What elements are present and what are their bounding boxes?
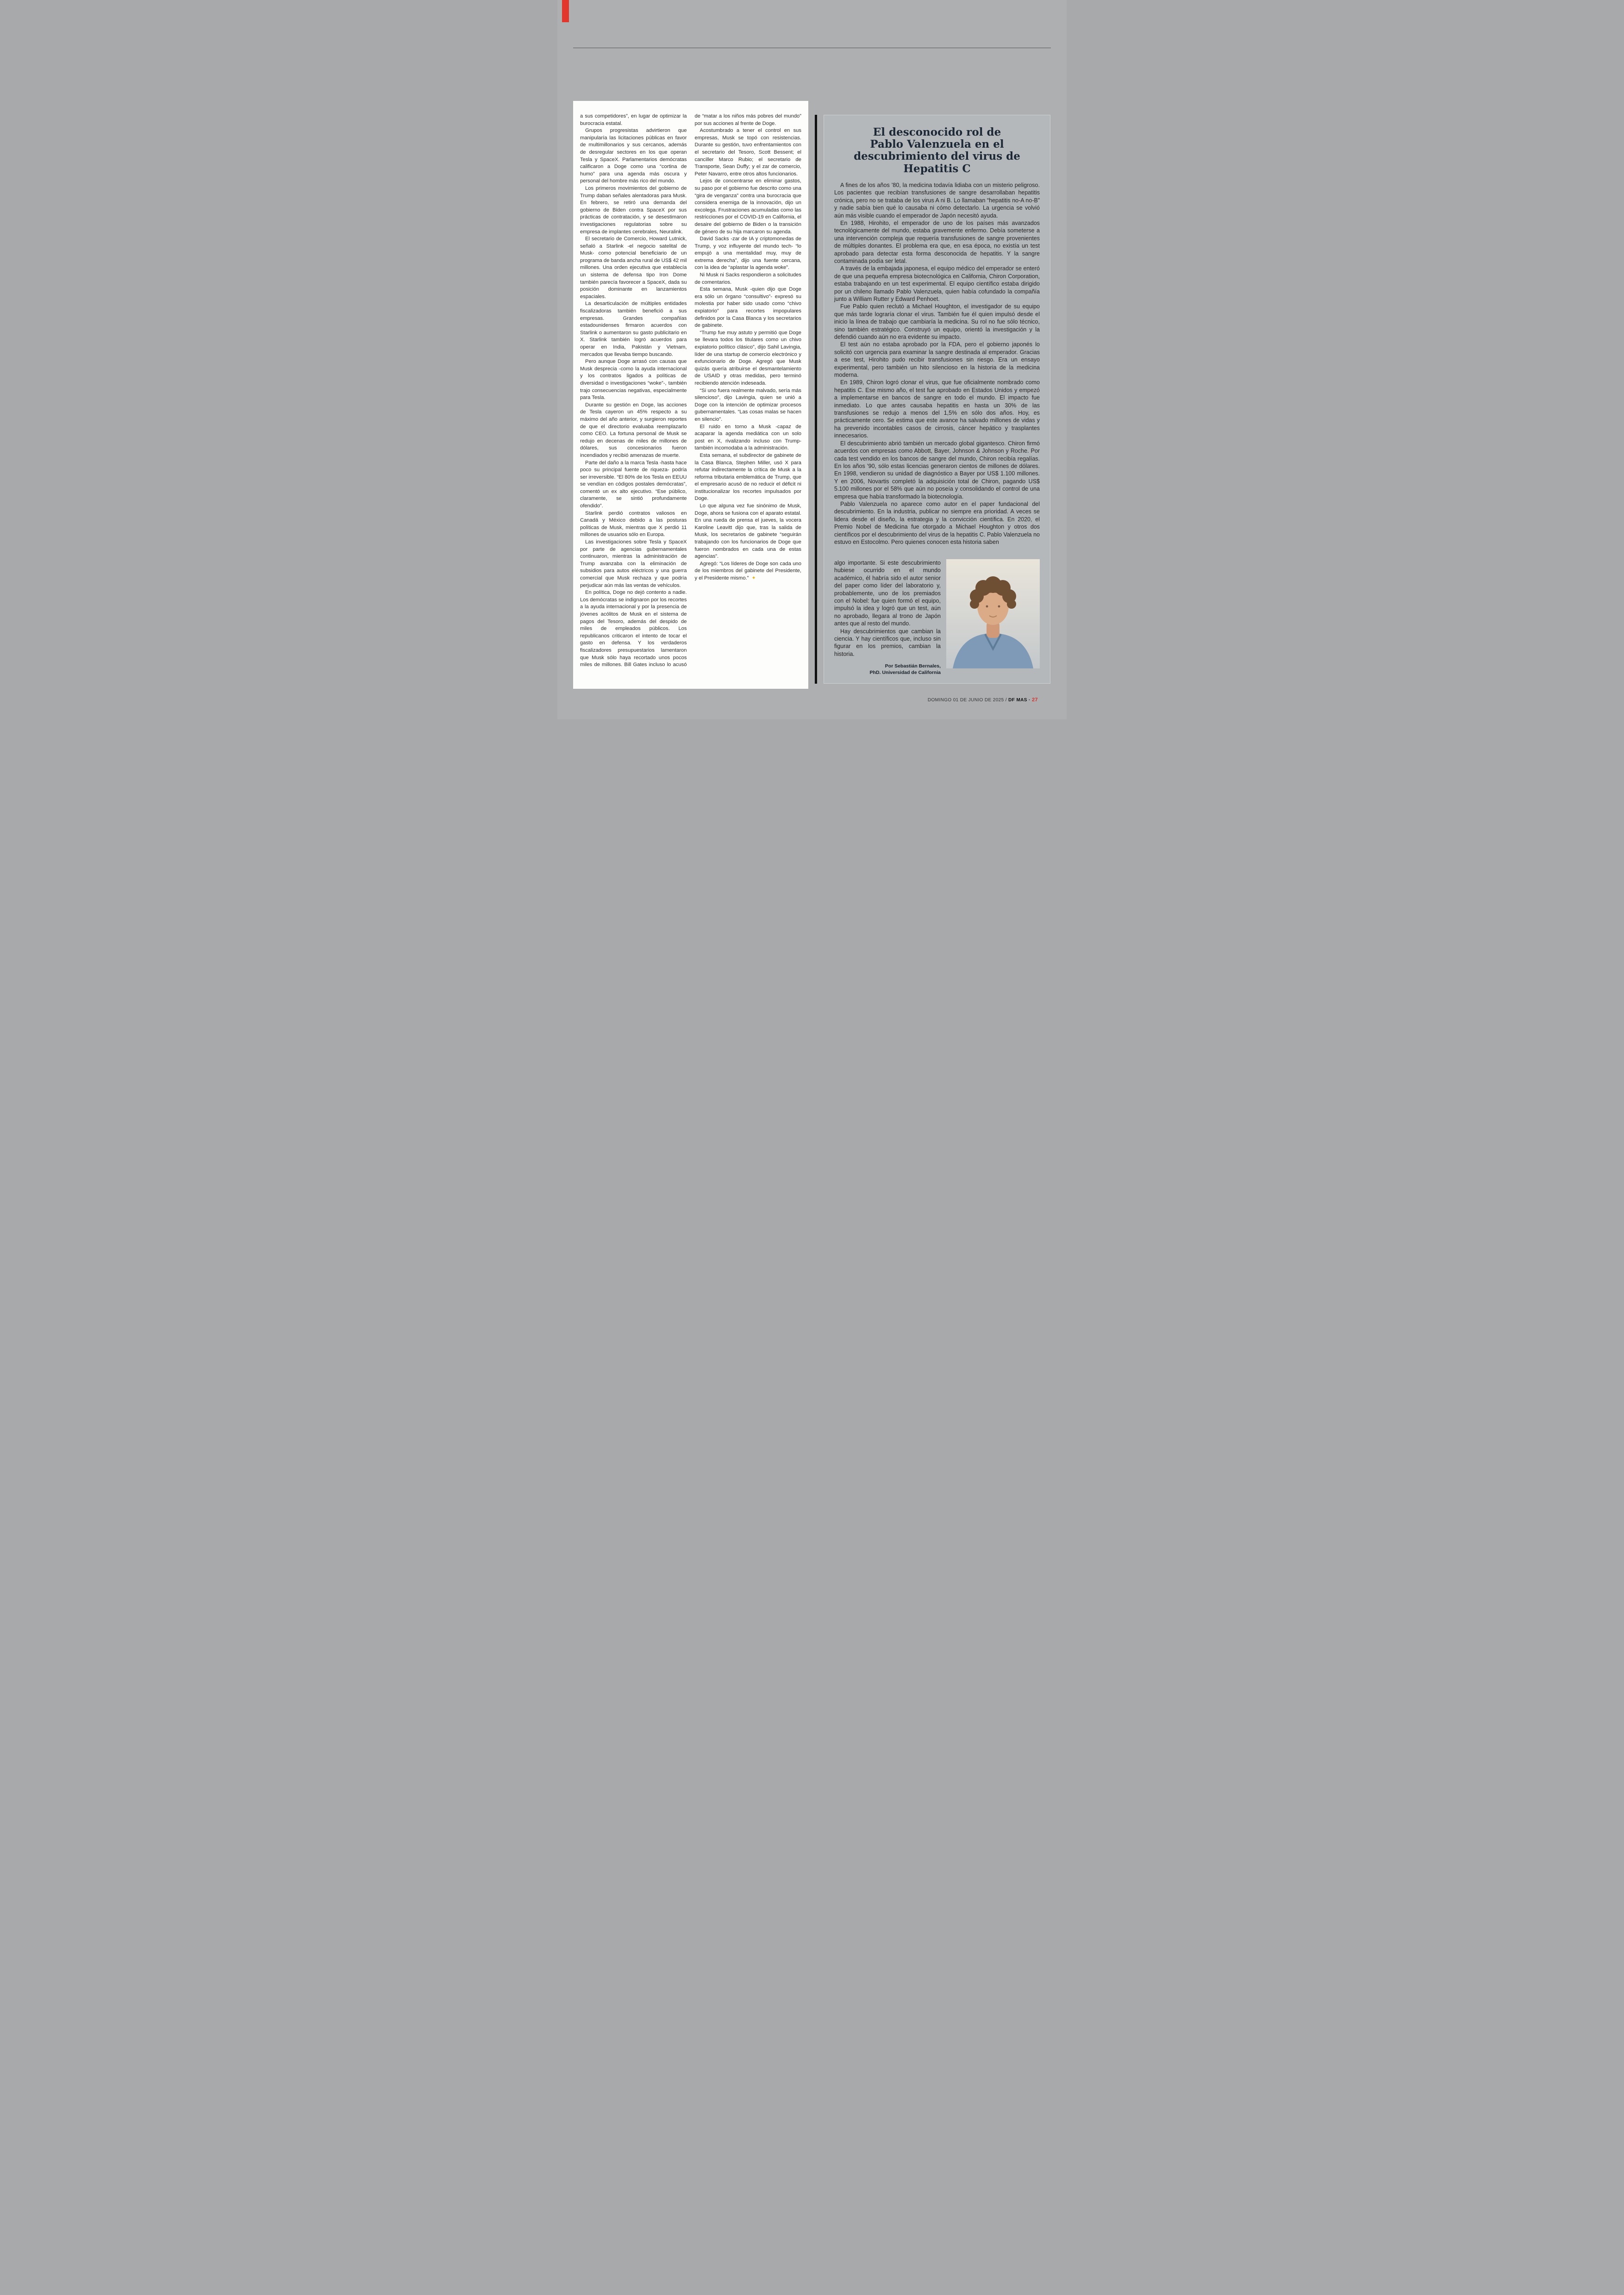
paragraph: Lejos de concentrarse en eliminar gastos, su paso por el gobierno fue descrito como una “gira de venganza” contra una burocracia que considera enemiga de la innovación, dijo un excolega. Frustraciones acumuladas como las restricciones por el COVID-19 en California, el desaire del gobierno de Biden o la transición de género de su hija marcaron su agenda.: [694, 178, 801, 235]
magazine-page: [557, 0, 1067, 719]
paragraph: Esta semana, Musk -quien dijo que Doge era sólo un órgano “consultivo”- expresó su molestia por haber sido usado como “chivo expiatorio” para recortes impopulares definidos por la Casa Blanca y los secretarios de gabinete.: [694, 287, 801, 329]
paragraph: Fue Pablo quien reclutó a Michael Houghton, el investigador de su equipo que más tarde lograría clonar el virus. También fue él quien impulsó desde el inicio la línea de trabajo que cambiaría la medicina. Su rol no fue sólo técnico, sino también estratégico. Construyó un equipo, orientó la investigación y la defendió cuando aún no era evidente su impacto.: [834, 303, 1040, 340]
paragraph: El ruido en torno a Musk -capaz de acaparar la agenda mediática con un solo post en X, rivalizando incluso con Trump- también incomodaba a la administración.: [694, 424, 801, 451]
paragraph: Grupos progresistas advirtieron que manipularía las licitaciones públicas en favor de multimillonarios y sus cercanos, además de desregular sectores en los que operan Tesla y SpaceX. Parlamentarios demócratas calificaron a Doge como una “cortina de humo” para una agenda más oscura y personal del hombre más rico del mundo.: [580, 128, 687, 184]
paragraph: Las investigaciones sobre Tesla y SpaceX por parte de agencias gubernamentales continuaron, mientras la administración de Trump avanzaba con la eliminación de subsidios para autos eléctricos y una guerra comercial que Musk rechaza y que podría perjudicar aún más las ventas de vehículos.: [580, 539, 687, 588]
paragraph: descubrimiento del virus de: [854, 150, 1020, 163]
article-bottom-row: [834, 559, 1040, 676]
paragraph: Esta semana, el subdirector de gabinete de la Casa Blanca, Stephen Miller, usó X para refutar indirectamente la crítica de Musk a la reforma tributaria emblemática de Trump, que el empresario acusó de no reducir el déficit ni institucionalizar los recortes impulsados por Doge.: [694, 452, 801, 502]
paragraph: “Si uno fuera realmente malvado, sería más silencioso”, dijo Lavingia, quien se unió a Doge con la intención de optimizar procesos gubernamentales. “Las cosas malas se hacen en silencio”.: [694, 387, 801, 422]
paragraph: a sus competidores”, en lugar de optimizar la burocracia estatal.: [580, 113, 687, 126]
byline: [834, 659, 941, 676]
paragraph: Hepatitis C: [903, 162, 971, 175]
paragraph: En 1988, Hirohito, el emperador de uno de los países más avanzados tecnológicamente del mundo, estaba gravemente enfermo. Debía someterse a una intervención compleja que requería transfusiones de sangre provenientes de múltiples donantes. El problema era que, en esa época, no existía un test aprobado para detectar esta forma desconocida de hepatitis. Y la sangre contaminada podía ser letal.: [834, 219, 1040, 264]
paragraph: En 1989, Chiron logró clonar el virus, que fue oficialmente nombrado como hepatitis C. Ese mismo año, el test fue aprobado en Estados Unidos y empezó a implementarse en bancos de sangre en todo el mundo. El impacto fue inmediato. Lo que antes causaba hepatitis en hasta un 30% de las transfusiones se redujo a menos del 1,5% en sólo dos años. Hoy, es prácticamente cero. Se estima que este avance ha salvado millones de vidas y ha prevenido incontables casos de cirrosis, cáncer hepático y trasplantes innecesarios.: [834, 379, 1040, 439]
byline-author: Por Sebastián Bernales,: [885, 663, 941, 669]
portrait-photo: [946, 559, 1040, 668]
portrait-illustration: [946, 559, 1040, 668]
footer-brand: DF MAS ·: [1006, 698, 1032, 703]
paragraph: algo importante. Si este descubrimiento hubiese ocurrido en el mundo académico, él habría sido el autor senior del paper como líder del laboratorio y, probablemente, uno de los premiados con el Nobel: fue quien formó el equipo, impulsó la idea y logró que un test, aún no aprobado, llegara al trono de Japón antes que al resto del mundo.: [834, 560, 941, 627]
article-end-star-icon: ✦: [751, 575, 756, 581]
paragraph: Pablo Valenzuela no aparece como autor en el paper fundacional del descubrimiento. En la industria, publicar no siempre era prioridad. A veces se lidera desde el diseño, la estrategia y la convicción científica. En 2020, el Premio Nobel de Medicina fue otorgado a Michael Houghton y otros dos científicos por el descubrimiento del virus de la hepatitis C. Pablo Valenzuela no estuvo en Estocolmo. Pero quienes conocen esta historia saben: [834, 500, 1040, 545]
footer-date: DOMINGO 01 DE JUNIO DE 2025 /: [927, 698, 1007, 703]
paragraph: Parte del daño a la marca Tesla -hasta hace poco su principal fuente de riqueza- podría ser irreversible. “El 80% de los Tesla en EEUU se vendían en códigos postales demócratas”, comentó un ex alto ejecutivo. “Ese público, claramente, se sintió profundamente ofendido”.: [580, 460, 687, 509]
page-footer: [928, 697, 1038, 703]
paragraph: Acostumbrado a tener el control en sus empresas, Musk se topó con resistencias. Durante su gestión, tuvo enfrentamientos con el secretario del Tesoro, Scott Bessent; el canciller Marco Rubio; el secretario de Transporte, Sean Duffy; y el zar de comercio, Peter Navarro, entre otros altos funcionarios.: [694, 128, 801, 177]
article-body: [834, 181, 1040, 546]
article-wrap-column: [834, 559, 941, 676]
paragraph: La desarticulación de múltiples entidades fiscalizadoras también benefició a sus empresas. Grandes compañías estadounidenses firmaron acuerdos con Starlink o aumentaron su gasto publicitario en X. Starlink también logró acuerdos para operar en India, Pakistán y Vietnam, mercados que llevaba tiempo buscando.: [580, 301, 687, 357]
paragraph: Starlink perdió contratos valiosos en Canadá y México debido a las posturas políticas de Musk, mientras que X perdió 11 millones de usuarios sólo en Europa.: [580, 510, 687, 538]
article-wrap-text: [834, 559, 941, 658]
footer-page-number: 27: [1031, 697, 1038, 703]
paragraph: El secretario de Comercio, Howard Lutnick, señaló a Starlink -el negocio satelital de Musk- como potencial beneficiario de un programa de banda ancha rural de US$ 42 mil millones. Una orden ejecutiva que establecía un sistema de defensa tipo Iron Dome también parecía favorecer a SpaceX, dada su posición dominante en lanzamientos espaciales.: [580, 236, 687, 299]
paragraph: Hay descubrimientos que cambian la ciencia. Y hay científicos que, incluso sin figurar en los premios, cambian la historia.: [834, 628, 941, 657]
paragraph: El test aún no estaba aprobado por la FDA, pero el gobierno japonés lo solicitó con urgencia para examinar la sangre destinada al emperador. Gracias a ese test, Hirohito pudo recibir transfusiones sin riesgo. Era un ensayo experimental, pero también un hito silencioso en la historia de la medicina moderna.: [834, 341, 1040, 379]
paragraph: A fines de los años ’80, la medicina todavía lidiaba con un misterio peligroso. Los pacientes que recibían transfusiones de sangre desarrollaban hepatitis crónica, pero no se trataba de los virus A ni B. Lo llamaban “hepatitis no-A no-B” y nadie sabía bien qué lo causaba ni cómo detectarlo. La urgencia se volvió aún más visible cuando el emperador de Japón necesitó ayuda.: [834, 181, 1040, 219]
right-article-panel: [824, 115, 1050, 684]
left-article-columns: [580, 113, 801, 680]
paragraph: A través de la embajada japonesa, el equipo médico del emperador se enteró de que una pequeña empresa biotecnológica en California, Chiron Corporation, estaba trabajando en un test experimental. El equipo científico estaba dirigido por un chileno llamado Pablo Valenzuela, quien había cofundado la compañía junto a William Rutter y Edward Penhoet.: [834, 265, 1040, 302]
paragraph: Ni Musk ni Sacks respondieron a solicitudes de comentarios.: [694, 272, 801, 285]
paragraph: “Trump fue muy astuto y permitió que Doge se llevara todos los titulares como un chivo expiatorio político clásico”, dijo Sahil Lavingia, líder de una startup de comercio electrónico y exfuncionario de Doge. Agregó que Musk quizás quería atribuirse el desmantelamiento de USAID y otras medidas, pero terminó recibiendo atención indeseada.: [694, 330, 801, 386]
byline-affiliation: PhD. Universidad de California: [869, 669, 941, 675]
paragraph: En política, Doge no dejó contento a nadie. Los demócratas se indignaron por los recortes a la ayuda internacional y por la presencia de jóvenes acólitos de Musk en el sistema de pagos del Tesoro, además del despido de miles de empleados públicos. Los republicanos criticaron el intento de tocar el gasto en defensa. Y los verdaderos fiscalizadores presupuestarios lamentaron que Musk sólo haya recortado unos pocos miles de millones. Bill Gates incluso lo acusó de “matar a los niños más pobres del mundo” por sus acciones al frente de Doge.: [580, 113, 801, 668]
article-title: [854, 126, 1020, 175]
paragraph: Agregó: “Los líderes de Doge son cada uno de los miembros del gabinete del Presidente, y el Presidente mismo.” ✦: [694, 561, 801, 581]
paragraph: Pablo Valenzuela en el: [870, 138, 1004, 151]
paragraph: Lo que alguna vez fue sinónimo de Musk, Doge, ahora se fusiona con el aparato estatal. En una rueda de prensa el jueves, la vocera Karoline Leavitt dijo que, tras la salida de Musk, los secretarios de gabinete “seguirán trabajando con los funcionarios de Doge que fueron nombrados en cada una de estas agencias”.: [694, 503, 801, 560]
paragraph: Durante su gestión en Doge, las acciones de Tesla cayeron un 45% respecto a su máximo del año anterior, y surgieron reportes de que el directorio evaluaba reemplazarlo como CEO. La fortuna personal de Musk se redujo en decenas de miles de millones de dólares, sus concesionarios fueron incendiados y recibió amenazas de muerte.: [580, 402, 687, 458]
vertical-divider-bar: [815, 115, 817, 684]
paragraph: El descubrimiento abrió también un mercado global gigantesco. Chiron firmó acuerdos con empresas como Abbott, Bayer, Johnson & Johnson y Roche. Por cada test vendido en los bancos de sangre del mundo, Chiron recibía regalías. En los años ’90, sólo estas licencias generaron cientos de millones de dólares. En 1998, vendieron su unidad de diagnóstico a Bayer por US$ 1.100 millones. Y en 2006, Novartis completó la adquisición total de Chiron, pagando US$ 5.100 millones por el 58% que aún no poseía y consolidando el control de una empresa que había transformado la biotecnología.: [834, 440, 1040, 500]
left-article: [573, 101, 808, 689]
red-corner-tab: [562, 0, 569, 22]
paragraph: El desconocido rol de: [873, 126, 1001, 138]
paragraph: Pero aunque Doge arrasó con causas que Musk desprecia -como la ayuda internacional y los contratos ligados a políticas de diversidad o investigaciones “woke”-, también trajo consecuencias negativas, especialmente para Tesla.: [580, 359, 687, 401]
paragraph: David Sacks -zar de IA y criptomonedas de Trump, y voz influyente del mundo tech- “lo empujó a una mentalidad muy, muy de extrema derecha”, dijo una fuente cercana, con la idea de “aplastar la agenda woke”.: [694, 236, 801, 271]
paragraph: Los primeros movimientos del gobierno de Trump daban señales alentadoras para Musk. En febrero, se retiró una demanda del gobierno de Biden contra SpaceX por sus prácticas de contratación, y se desestimaron investigaciones regulatorias sobre su empresa de implantes cerebrales, Neuralink.: [580, 185, 687, 235]
